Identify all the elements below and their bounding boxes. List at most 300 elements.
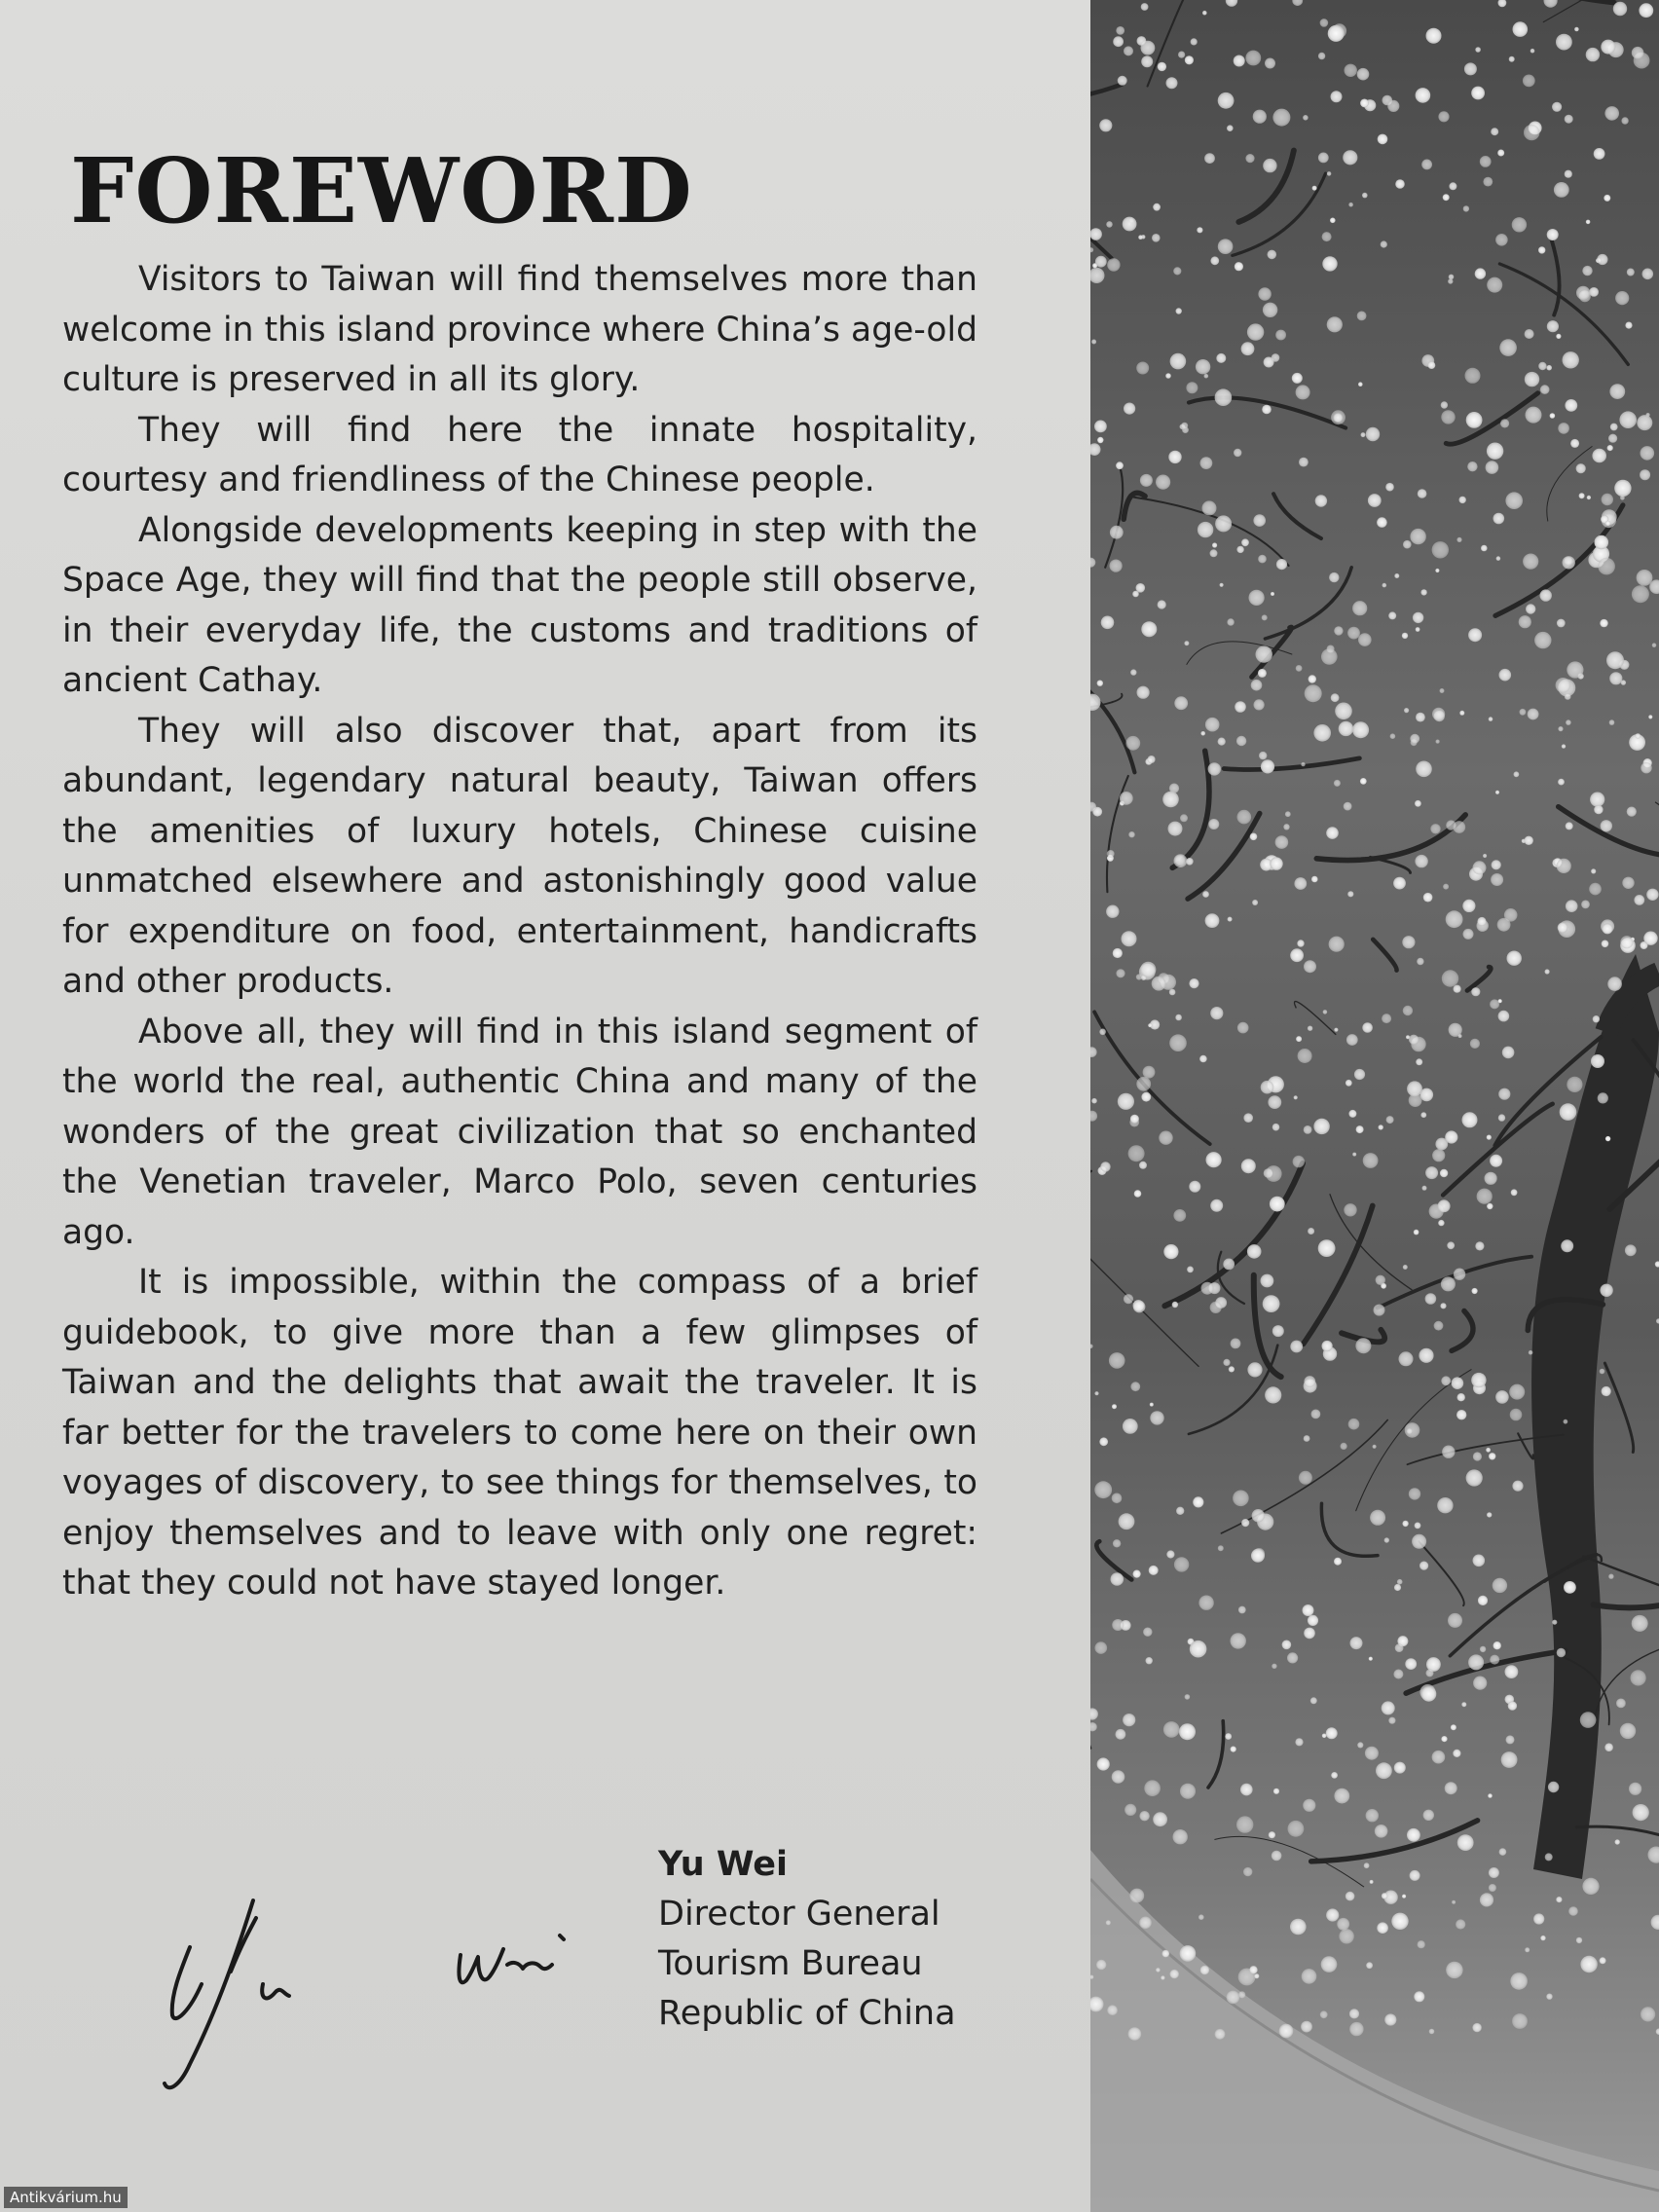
blossom bbox=[1613, 2, 1627, 16]
blossom bbox=[1561, 1239, 1573, 1252]
blossom bbox=[1303, 115, 1309, 121]
blossom bbox=[1589, 287, 1599, 297]
blossom bbox=[1357, 1742, 1363, 1748]
blossom bbox=[1416, 627, 1420, 632]
blossom bbox=[1106, 1920, 1111, 1925]
blossom bbox=[1200, 731, 1205, 736]
blossom bbox=[1386, 1116, 1394, 1124]
blossom bbox=[1592, 449, 1606, 463]
blossom bbox=[1394, 1584, 1401, 1591]
blossom bbox=[1254, 699, 1265, 710]
blossom bbox=[1615, 291, 1629, 305]
blossom bbox=[1101, 616, 1115, 630]
blossom bbox=[1335, 703, 1352, 720]
blossom bbox=[1296, 1036, 1302, 1042]
blossom bbox=[1445, 1782, 1457, 1794]
blossom bbox=[1231, 1747, 1236, 1752]
blossom bbox=[1358, 633, 1372, 646]
blossom bbox=[1191, 38, 1198, 45]
blossom bbox=[1304, 1435, 1310, 1442]
blossom bbox=[1360, 99, 1369, 108]
blossom bbox=[1152, 234, 1161, 242]
blossom bbox=[1616, 1699, 1626, 1709]
blossom bbox=[1448, 278, 1453, 283]
blossom bbox=[1475, 47, 1481, 53]
blossom bbox=[1388, 1717, 1395, 1724]
blossom bbox=[1320, 2010, 1328, 2018]
blossom bbox=[1495, 234, 1508, 246]
blossom bbox=[1197, 227, 1202, 233]
blossom bbox=[1388, 611, 1396, 619]
blossom bbox=[1581, 901, 1590, 909]
blossom bbox=[1530, 49, 1535, 54]
blossom bbox=[1513, 21, 1529, 37]
blossom bbox=[1467, 461, 1477, 471]
blossom bbox=[1229, 1366, 1235, 1372]
blossom bbox=[1511, 1189, 1518, 1196]
blossom bbox=[1356, 1125, 1364, 1133]
blossom bbox=[1263, 1295, 1280, 1312]
blossom bbox=[1352, 721, 1369, 738]
blossom bbox=[1447, 1241, 1455, 1249]
blossom bbox=[1570, 439, 1579, 448]
blossom bbox=[1254, 1973, 1259, 1978]
blossom bbox=[1198, 522, 1213, 537]
blossom bbox=[1350, 1637, 1363, 1649]
blossom bbox=[1113, 36, 1124, 47]
blossom bbox=[1347, 891, 1353, 897]
blossom bbox=[1175, 1014, 1182, 1021]
blossom bbox=[1491, 873, 1503, 886]
blossom bbox=[1116, 26, 1124, 35]
blossom bbox=[1463, 205, 1469, 211]
blossom bbox=[1116, 461, 1124, 469]
blossom bbox=[1094, 1391, 1098, 1395]
blossom bbox=[1163, 1244, 1178, 1259]
blossom bbox=[1459, 497, 1466, 503]
blossom bbox=[1215, 2029, 1226, 2040]
blossom bbox=[1128, 1145, 1145, 1161]
blossom bbox=[1409, 1488, 1420, 1499]
blossom bbox=[1100, 1161, 1110, 1171]
blossom bbox=[1123, 217, 1137, 232]
blossom bbox=[1196, 359, 1210, 374]
blossom bbox=[1641, 2007, 1655, 2021]
blossom bbox=[1339, 1929, 1353, 1943]
blossom bbox=[1301, 762, 1305, 766]
blossom bbox=[1481, 545, 1488, 552]
blossom bbox=[1166, 1550, 1174, 1558]
blossom bbox=[1506, 1735, 1515, 1744]
blossom bbox=[1378, 134, 1388, 145]
blossom bbox=[1445, 1130, 1457, 1143]
blossom bbox=[1287, 1652, 1298, 1663]
blossom bbox=[1524, 125, 1539, 140]
blossom bbox=[1576, 1937, 1582, 1943]
blossom bbox=[1241, 1159, 1256, 1173]
blossom bbox=[1404, 708, 1409, 713]
blossom bbox=[1328, 25, 1345, 42]
blossom bbox=[1124, 403, 1135, 415]
blossom bbox=[1293, 1156, 1305, 1167]
blossom bbox=[1600, 619, 1607, 627]
blossom bbox=[1502, 1047, 1515, 1059]
blossom bbox=[1170, 1970, 1179, 1978]
blossom bbox=[1448, 1613, 1462, 1628]
blossom bbox=[1265, 1386, 1281, 1403]
blossom bbox=[1208, 819, 1219, 830]
blossom bbox=[1227, 1991, 1240, 2005]
blossom bbox=[1133, 1570, 1141, 1578]
blossom bbox=[1377, 1922, 1388, 1934]
blossom bbox=[1097, 1757, 1110, 1770]
blossom bbox=[1507, 951, 1522, 966]
blossom bbox=[1377, 517, 1387, 528]
blossom bbox=[1176, 1507, 1184, 1515]
blossom bbox=[1322, 256, 1337, 271]
blossom bbox=[1435, 569, 1439, 572]
blossom bbox=[1598, 558, 1615, 575]
blossom bbox=[1594, 805, 1603, 814]
blossom bbox=[1355, 1338, 1371, 1353]
blossom bbox=[1376, 1275, 1385, 1285]
blossom bbox=[1415, 1523, 1421, 1530]
blossom bbox=[1275, 835, 1289, 849]
blossom bbox=[1137, 36, 1147, 46]
blossom bbox=[1415, 855, 1427, 867]
signatory-organization: Tourism Bureau bbox=[658, 1944, 923, 1983]
blossom bbox=[1410, 1870, 1420, 1881]
blossom bbox=[1218, 738, 1226, 746]
blossom bbox=[1440, 688, 1445, 693]
blossom bbox=[1505, 1665, 1519, 1678]
blossom bbox=[1262, 405, 1272, 415]
blossom bbox=[1097, 681, 1103, 686]
blossom bbox=[1591, 1054, 1604, 1068]
blossom bbox=[1337, 1918, 1349, 1931]
blossom bbox=[1604, 1743, 1613, 1751]
blossom bbox=[1421, 160, 1432, 170]
blossom bbox=[1602, 940, 1609, 948]
blossom bbox=[1497, 918, 1511, 932]
blossom bbox=[1642, 269, 1654, 280]
blossom bbox=[1441, 401, 1448, 408]
blossom bbox=[1466, 412, 1483, 428]
blossom bbox=[1425, 1166, 1438, 1179]
blossom bbox=[1438, 1199, 1451, 1212]
blossom bbox=[1384, 2013, 1396, 2025]
blossom bbox=[1112, 1770, 1125, 1784]
blossom bbox=[1331, 1772, 1338, 1779]
blossom bbox=[1487, 1203, 1493, 1209]
blossom bbox=[1430, 824, 1440, 833]
blossom bbox=[1562, 744, 1566, 748]
blossom bbox=[1327, 316, 1343, 332]
blossom bbox=[1405, 1658, 1417, 1670]
blossom bbox=[1210, 256, 1219, 265]
blossom bbox=[1643, 932, 1657, 945]
blossom bbox=[1478, 1596, 1488, 1605]
blossom bbox=[1146, 1657, 1153, 1664]
blossom bbox=[1416, 88, 1431, 103]
blossom bbox=[1523, 554, 1538, 570]
blossom bbox=[1526, 407, 1542, 424]
blossom bbox=[1234, 55, 1245, 67]
blossom bbox=[1122, 931, 1137, 946]
blossom bbox=[1625, 322, 1632, 329]
blossom bbox=[1525, 1947, 1530, 1952]
blossom bbox=[1558, 726, 1563, 731]
blossom bbox=[1128, 831, 1134, 837]
blossom bbox=[1485, 1172, 1497, 1185]
blossom bbox=[1315, 495, 1327, 506]
blossom bbox=[1483, 177, 1493, 187]
blossom bbox=[1641, 762, 1651, 773]
blossom bbox=[1352, 1153, 1356, 1157]
blossom bbox=[1420, 1112, 1426, 1118]
blossom bbox=[1107, 258, 1120, 271]
blossom bbox=[1262, 614, 1268, 620]
blossom bbox=[1497, 150, 1504, 157]
blossom bbox=[1382, 583, 1387, 588]
blossom bbox=[1141, 3, 1149, 11]
blossom bbox=[1564, 1419, 1568, 1424]
blossom bbox=[1270, 1197, 1285, 1212]
blossom bbox=[1509, 1384, 1525, 1400]
blossom bbox=[1200, 1966, 1209, 1974]
blossom bbox=[1362, 1022, 1373, 1033]
blossom bbox=[1540, 1936, 1545, 1940]
blossom bbox=[1253, 514, 1266, 527]
blossom bbox=[1525, 372, 1539, 387]
blossom bbox=[1283, 824, 1289, 830]
blossom bbox=[1505, 492, 1523, 509]
blossom bbox=[1173, 1829, 1188, 1844]
blossom bbox=[1499, 669, 1512, 682]
watermark: Antikvárium.hu bbox=[4, 2187, 128, 2208]
blossom bbox=[1434, 1321, 1444, 1331]
blossom bbox=[1415, 800, 1421, 807]
blossom bbox=[1210, 549, 1218, 557]
blossom bbox=[1218, 239, 1234, 254]
blossom bbox=[1510, 1972, 1528, 1990]
blossom bbox=[1124, 1294, 1133, 1304]
blossom bbox=[1253, 110, 1267, 124]
blossom bbox=[1607, 977, 1622, 991]
blossom bbox=[1417, 958, 1423, 965]
blossom bbox=[1449, 275, 1455, 280]
blossom bbox=[1487, 277, 1502, 293]
blossom bbox=[1304, 1376, 1315, 1387]
blossom bbox=[1556, 34, 1572, 51]
blossom bbox=[1272, 1325, 1284, 1337]
blossom bbox=[1261, 759, 1274, 773]
blossom bbox=[1501, 1751, 1518, 1768]
blossom bbox=[1519, 615, 1531, 628]
blossom bbox=[1216, 353, 1226, 363]
blossom bbox=[1168, 822, 1183, 836]
blossom bbox=[1489, 717, 1493, 721]
blossom bbox=[1143, 1066, 1156, 1079]
blossom bbox=[1178, 52, 1185, 58]
blossom bbox=[1441, 1736, 1447, 1742]
blossom bbox=[1472, 1288, 1478, 1294]
blossom bbox=[1130, 1115, 1139, 1124]
blossom bbox=[1397, 1579, 1403, 1585]
blossom bbox=[1446, 910, 1463, 928]
blossom bbox=[1169, 989, 1176, 996]
blossom bbox=[1159, 1131, 1172, 1145]
blossom bbox=[1294, 877, 1307, 890]
blossom bbox=[1608, 434, 1617, 443]
blossom bbox=[1512, 1481, 1523, 1492]
blossom bbox=[1471, 987, 1480, 996]
blossom bbox=[1473, 861, 1487, 874]
blossom bbox=[1456, 1410, 1466, 1419]
blossom bbox=[1134, 1190, 1142, 1198]
blossom bbox=[1407, 1828, 1420, 1842]
blossom bbox=[1231, 1339, 1241, 1349]
blossom bbox=[1443, 884, 1449, 890]
blossom bbox=[1305, 684, 1322, 702]
blossom bbox=[1419, 1348, 1433, 1363]
blossom bbox=[1432, 1149, 1445, 1161]
blossom bbox=[1473, 1555, 1486, 1567]
paragraph: They will also discover that, apart from its abundant, legendary natural beauty, Taiwan offers the amenities of luxury hotels, Chinese cuisine unmatched elsewhere and astonishingly good value for expenditure on food, entertainment, handicrafts and other products. bbox=[62, 711, 977, 1001]
blossom bbox=[1375, 1825, 1388, 1838]
blossom bbox=[1113, 948, 1123, 958]
blossom bbox=[1379, 1124, 1383, 1129]
blossom bbox=[1334, 1788, 1349, 1804]
blossom bbox=[1180, 814, 1188, 822]
blossom bbox=[1394, 573, 1399, 578]
blossom bbox=[1245, 154, 1254, 163]
blossom bbox=[1593, 1015, 1600, 1022]
blossom bbox=[1545, 1853, 1553, 1861]
blossom bbox=[1440, 1169, 1448, 1177]
blossom bbox=[1421, 1686, 1437, 1702]
blossom bbox=[1366, 1962, 1373, 1969]
blossom bbox=[1438, 1220, 1444, 1226]
blossom bbox=[1173, 1209, 1186, 1222]
blossom bbox=[1580, 1956, 1597, 1972]
signatory-block bbox=[658, 1840, 956, 2039]
blossom bbox=[1247, 323, 1264, 340]
blossom bbox=[1568, 1906, 1578, 1916]
blossom bbox=[1123, 1714, 1135, 1726]
blossom bbox=[1606, 651, 1624, 669]
blossom bbox=[1609, 672, 1622, 684]
blossom bbox=[1564, 1581, 1576, 1594]
blossom bbox=[1241, 1519, 1249, 1527]
blossom bbox=[1416, 761, 1432, 778]
blossom bbox=[1640, 469, 1650, 480]
blossom bbox=[1233, 1491, 1249, 1507]
blossom bbox=[1204, 374, 1209, 379]
blossom bbox=[1416, 713, 1425, 722]
blossom bbox=[1220, 583, 1224, 587]
blossom bbox=[1487, 443, 1503, 460]
blossom bbox=[1272, 1664, 1276, 1669]
blossom bbox=[1292, 373, 1303, 384]
blossom bbox=[1637, 415, 1652, 430]
blossom bbox=[1123, 1419, 1138, 1434]
blossom bbox=[1605, 521, 1610, 526]
blossom bbox=[1143, 1628, 1152, 1637]
blossom bbox=[1144, 1780, 1161, 1796]
blossom bbox=[1208, 762, 1221, 775]
blossom bbox=[1520, 709, 1527, 716]
paragraph: Above all, they will find in this island segment of the world the real, authentic China and many of the wonders of the great civilization that so enchanted the Venetian traveler, Marco Polo, seven centuries ago. bbox=[62, 1012, 977, 1252]
blossom bbox=[1409, 1035, 1419, 1045]
blossom bbox=[1313, 724, 1331, 742]
blossom bbox=[1235, 262, 1243, 271]
blossom bbox=[1528, 709, 1539, 720]
blossom bbox=[1310, 1697, 1317, 1704]
blossom bbox=[1600, 1369, 1605, 1375]
blossom bbox=[1582, 266, 1592, 276]
blossom bbox=[1218, 1545, 1224, 1551]
signatory-position: Director General bbox=[658, 1895, 940, 1934]
blossom bbox=[1441, 1276, 1456, 1291]
blossom bbox=[1176, 308, 1182, 313]
blossom bbox=[1166, 77, 1178, 89]
blossom bbox=[1565, 693, 1571, 700]
blossom bbox=[1432, 541, 1449, 558]
blossom bbox=[1483, 854, 1487, 858]
blossom bbox=[1563, 351, 1579, 368]
blossom bbox=[1205, 718, 1220, 732]
blossom bbox=[1393, 877, 1406, 890]
blossom bbox=[1299, 1471, 1312, 1485]
blossom bbox=[1173, 267, 1181, 275]
blossom bbox=[1107, 2005, 1118, 2015]
blossom bbox=[1309, 675, 1316, 682]
blossom bbox=[1150, 1411, 1163, 1424]
blossom bbox=[1512, 2013, 1528, 2029]
signatory-country: Republic of China bbox=[658, 1994, 956, 2033]
blossom bbox=[1620, 936, 1633, 948]
blossom bbox=[1321, 648, 1338, 665]
blossom bbox=[1345, 64, 1357, 77]
blossom bbox=[1470, 1039, 1480, 1049]
blossom bbox=[1168, 451, 1181, 463]
blossom bbox=[1120, 792, 1133, 805]
blossom bbox=[1453, 821, 1465, 833]
blossom bbox=[1436, 740, 1440, 744]
blossom bbox=[1495, 791, 1499, 794]
blossom bbox=[1369, 1657, 1373, 1661]
blossom bbox=[1148, 1023, 1152, 1027]
blossom bbox=[1565, 115, 1573, 124]
blossom bbox=[1438, 111, 1449, 122]
signatory-name: Yu Wei bbox=[658, 1845, 788, 1884]
blossom bbox=[1563, 556, 1575, 569]
blossom bbox=[1627, 269, 1635, 276]
blossom bbox=[1464, 62, 1477, 75]
blossom bbox=[1509, 56, 1515, 62]
blossom bbox=[1437, 1497, 1453, 1513]
blossom bbox=[1339, 721, 1353, 736]
blossom bbox=[1231, 1633, 1246, 1648]
blossom bbox=[1545, 969, 1550, 974]
blossom bbox=[1566, 822, 1573, 830]
blossom bbox=[1210, 1007, 1223, 1019]
blossom bbox=[1382, 1701, 1395, 1714]
blossom bbox=[1156, 1968, 1161, 1972]
blossom bbox=[1095, 1641, 1108, 1654]
blossom bbox=[1418, 1940, 1425, 1948]
